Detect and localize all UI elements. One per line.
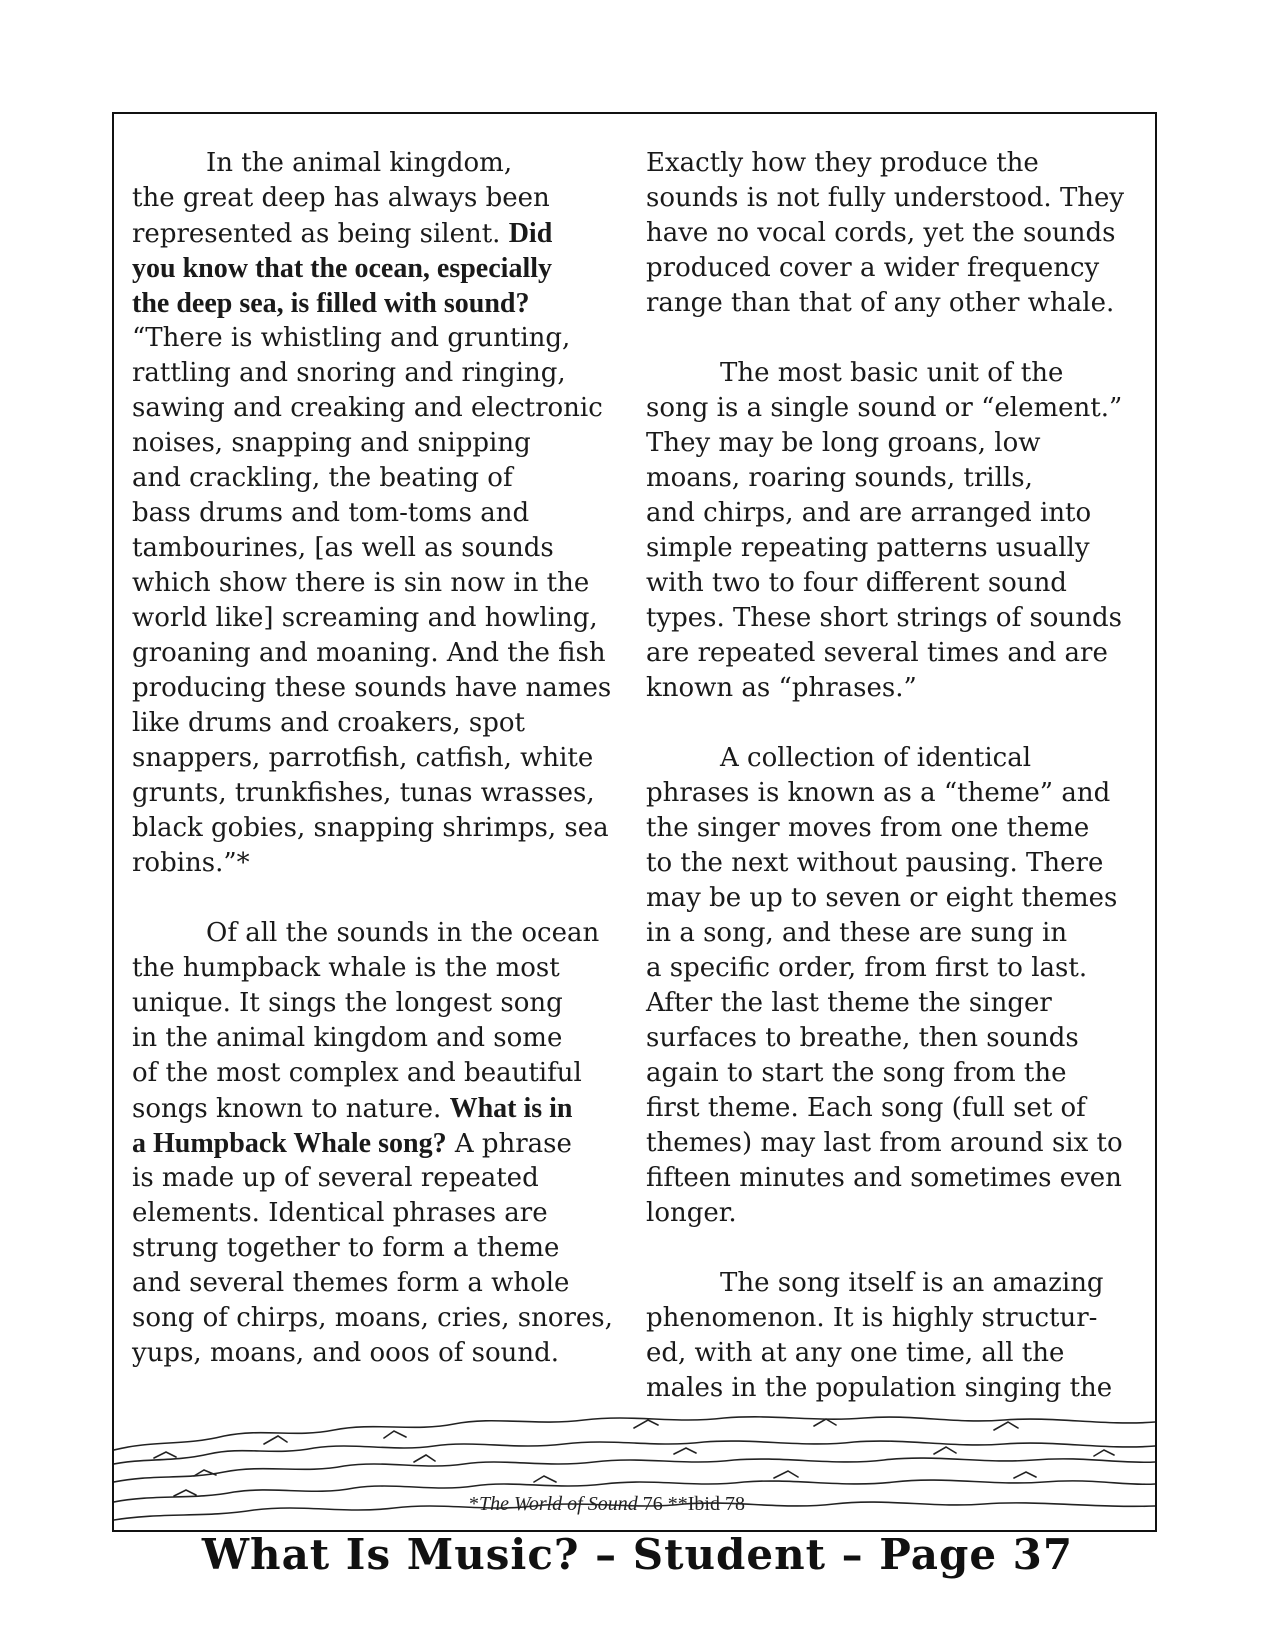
- text-line: which show there is sin now in the: [132, 568, 590, 598]
- text-line: grunts, trunkfishes, tunas wrasses,: [132, 778, 595, 808]
- text-line: phrases is known as a “theme” and: [646, 778, 1111, 808]
- text-line: “There is whistling and grunting,: [132, 323, 571, 353]
- text-line: the humpback whale is the most: [132, 953, 560, 983]
- left-column: [132, 146, 612, 1371]
- text-line: The song itself is an amazing: [720, 1268, 1104, 1298]
- text-line: robins.”*: [132, 848, 250, 878]
- text-line: types. These short strings of sounds: [646, 603, 1122, 633]
- text-line: sounds is not fully understood. They: [646, 183, 1125, 213]
- text-line: rattling and snoring and ringing,: [132, 358, 566, 388]
- text-line: A collection of identical: [720, 743, 1032, 773]
- text-line: unique. It sings the longest song: [132, 988, 563, 1018]
- text-line: again to start the song from the: [646, 1058, 1067, 1088]
- text-line: in a song, and these are sung in: [646, 918, 1068, 948]
- text-line: range than that of any other whale.: [646, 288, 1115, 318]
- text-line: groaning and moaning. And the fish: [132, 638, 606, 668]
- text-line: have no vocal cords, yet the sounds: [646, 218, 1116, 248]
- text-line: elements. Identical phrases are: [132, 1198, 548, 1228]
- page-footer-title: What Is Music? – Student – Page 37: [201, 1530, 1074, 1579]
- text-line: world like] screaming and howling,: [132, 603, 598, 633]
- text-line: Exactly how they produce the: [646, 148, 1039, 178]
- text-line: ed, with at any one time, all the: [646, 1338, 1065, 1368]
- text-line: like drums and croakers, spot: [132, 708, 525, 738]
- text-line: the singer moves from one theme: [646, 813, 1090, 843]
- text-line: themes) may last from around six to: [646, 1128, 1123, 1158]
- text-line: to the next without pausing. There: [646, 848, 1104, 878]
- page-frame: [112, 112, 1157, 1532]
- text-line: In the animal kingdom,: [206, 148, 513, 178]
- text-line: with two to four different sound: [646, 568, 1067, 598]
- text-line-bold: you know that the ocean, especially: [132, 253, 552, 284]
- text-line: a specific order, from first to last.: [646, 953, 1088, 983]
- text-line: snappers, parrotfish, catfish, white: [132, 743, 594, 773]
- text-line: black gobies, snapping shrimps, sea: [132, 813, 609, 843]
- text-line: noises, snapping and snipping: [132, 428, 531, 458]
- footnote: *The World of Sound 76 **Ibid 78: [469, 1493, 745, 1515]
- right-column: [646, 146, 1136, 1406]
- text-line: and several themes form a whole: [132, 1268, 570, 1298]
- text-line: yups, moans, and ooos of sound.: [132, 1338, 560, 1368]
- text-line: known as “phrases.”: [646, 673, 917, 703]
- text-line: Of all the sounds in the ocean: [206, 918, 600, 948]
- text-line: songs known to nature. What is in: [132, 1093, 573, 1124]
- text-line-bold: the deep sea, is filled with sound?: [132, 288, 530, 319]
- text-line: surfaces to breathe, then sounds: [646, 1023, 1079, 1053]
- text-line: After the last theme the singer: [646, 988, 1052, 1018]
- text-line: They may be long groans, low: [646, 428, 1041, 458]
- text-line: bass drums and tom-toms and: [132, 498, 530, 528]
- text-line: producing these sounds have names: [132, 673, 612, 703]
- text-line: first theme. Each song (full set of: [646, 1093, 1086, 1123]
- text-line: of the most complex and beautiful: [132, 1058, 582, 1088]
- text-line: a Humpback Whale song? A phrase: [132, 1128, 572, 1159]
- text-line: simple repeating patterns usually: [646, 533, 1090, 563]
- text-line: song of chirps, moans, cries, snores,: [132, 1303, 613, 1333]
- text-line: the great deep has always been: [132, 183, 550, 213]
- text-line: The most basic unit of the: [720, 358, 1064, 388]
- text-line: tambourines, [as well as sounds: [132, 533, 554, 563]
- text-line: males in the population singing the: [646, 1373, 1113, 1403]
- text-line: may be up to seven or eight themes: [646, 883, 1118, 913]
- text-line: longer.: [646, 1198, 737, 1228]
- text-line: in the animal kingdom and some: [132, 1023, 563, 1053]
- text-line: is made up of several repeated: [132, 1163, 539, 1193]
- text-line: fifteen minutes and sometimes even: [646, 1163, 1122, 1193]
- text-line: produced cover a wider frequency: [646, 253, 1100, 283]
- text-line: strung together to form a theme: [132, 1233, 560, 1263]
- text-line: represented as being silent. Did: [132, 218, 553, 249]
- text-line: are repeated several times and are: [646, 638, 1108, 668]
- text-line: and crackling, the beating of: [132, 463, 513, 493]
- text-line: moans, roaring sounds, trills,: [646, 463, 1033, 493]
- text-line: sawing and creaking and electronic: [132, 393, 603, 423]
- text-line: song is a single sound or “element.”: [646, 393, 1123, 423]
- text-line: phenomenon. It is highly structur-: [646, 1303, 1098, 1333]
- text-line: and chirps, and are arranged into: [646, 498, 1092, 528]
